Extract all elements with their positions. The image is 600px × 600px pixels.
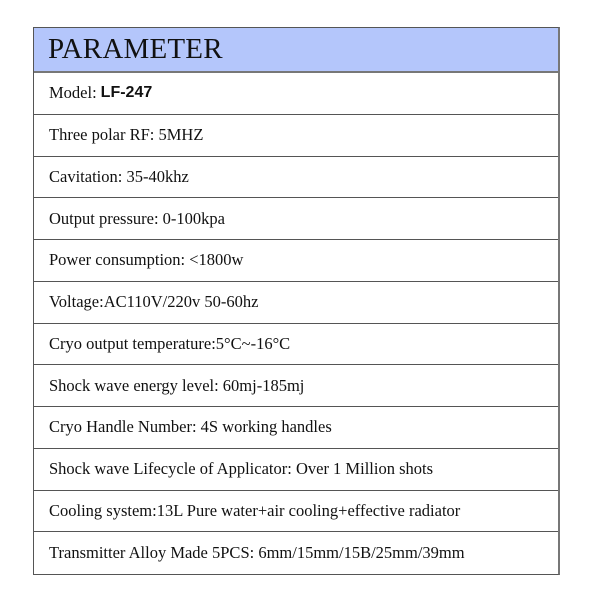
table-row-model: [34, 73, 558, 115]
table-row: Shock wave energy level: 60mj-185mj: [34, 365, 558, 407]
table-row: Shock wave Lifecycle of Applicator: Over 1 Million shots: [34, 449, 558, 491]
table-row: Power consumption: <1800w: [34, 240, 558, 282]
table-row: Cryo Handle Number: 4S working handles: [34, 407, 558, 449]
table-row: Transmitter Alloy Made 5PCS: 6mm/15mm/15B/25mm/39mm: [49, 543, 465, 563]
table-row: Voltage:AC110V/220v 50-60hz: [34, 282, 558, 324]
model-value: LF-247: [100, 84, 153, 102]
model-label: Model:: [49, 83, 97, 103]
table-header: PARAMETER: [34, 28, 558, 73]
table-row: Three polar RF: 5MHZ: [34, 115, 558, 157]
table-row: Cryo output temperature:5°C~-16°C: [34, 324, 558, 366]
table-row: Cavitation: 35-40khz: [34, 157, 558, 199]
table-row: Output pressure: 0-100kpa: [34, 198, 558, 240]
parameter-table: [33, 27, 560, 575]
table-row: Cooling system:13L Pure water+air cooling+effective radiator: [34, 491, 558, 533]
